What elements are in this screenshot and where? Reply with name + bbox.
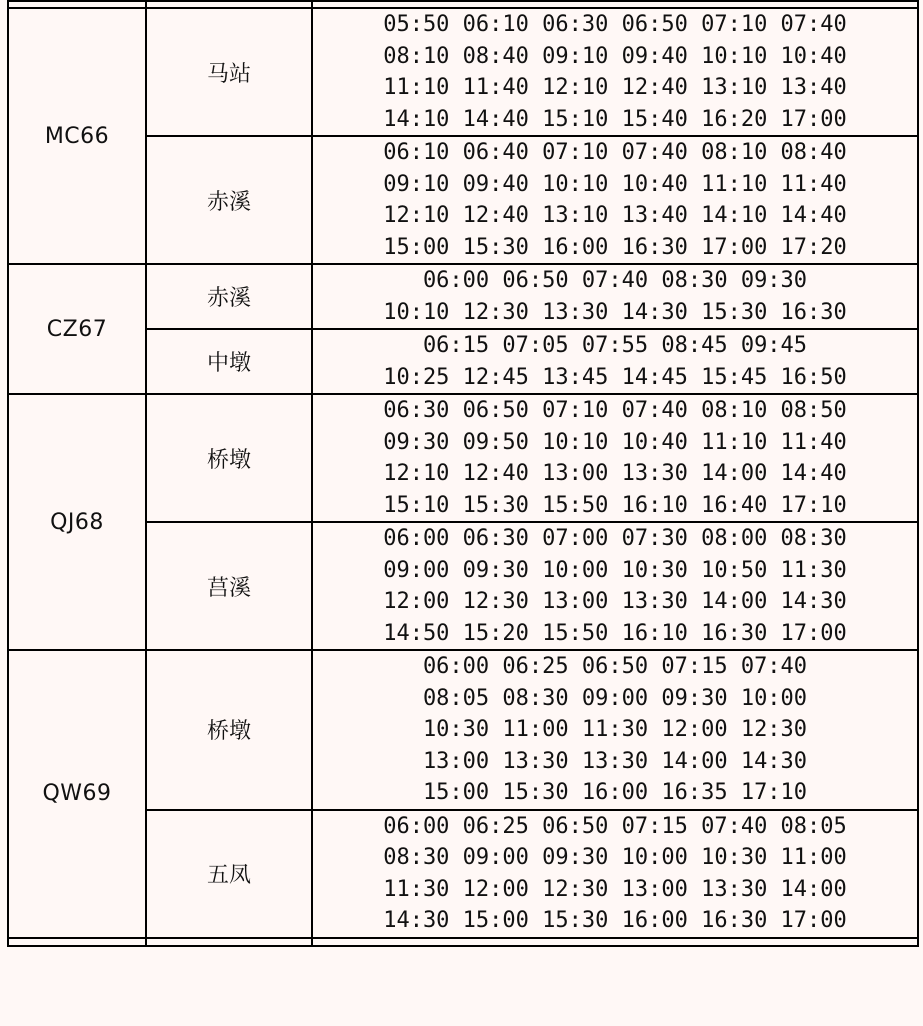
departure-times-line: 12:10 12:40 13:10 13:40 14:10 14:40 bbox=[383, 203, 847, 228]
departure-times-cell bbox=[312, 8, 918, 136]
route-code: CZ67 bbox=[46, 316, 108, 342]
table-row-partial-top bbox=[8, 1, 918, 8]
route-code: MC66 bbox=[44, 123, 110, 149]
stub-cell bbox=[8, 938, 146, 946]
route-code-cell bbox=[8, 394, 146, 650]
departure-times-line: 14:50 15:20 15:50 16:10 16:30 17:00 bbox=[383, 620, 847, 646]
table-row bbox=[8, 394, 918, 522]
departure-times-line: 09:30 09:50 10:10 10:40 11:10 11:40 bbox=[383, 429, 847, 455]
departure-times-cell bbox=[312, 810, 918, 938]
station-name: 赤溪 bbox=[206, 286, 251, 311]
stub-cell bbox=[146, 938, 312, 946]
stub-cell bbox=[312, 938, 918, 946]
bus-timetable bbox=[7, 0, 919, 947]
departure-times-line: 12:10 12:40 13:00 13:30 14:00 14:40 bbox=[383, 461, 847, 486]
departure-times-line: 15:00 15:30 16:00 16:35 17:10 bbox=[422, 780, 808, 805]
table-row bbox=[8, 264, 918, 329]
stub-cell bbox=[146, 1, 312, 8]
departure-times-line: 15:00 15:30 16:00 16:30 17:00 17:20 bbox=[383, 234, 847, 260]
departure-times-cell bbox=[312, 329, 918, 394]
station-name: 五凤 bbox=[206, 863, 251, 888]
route-code-cell bbox=[8, 264, 146, 394]
station-name: 桥墩 bbox=[206, 719, 251, 745]
station-name-cell bbox=[146, 136, 312, 264]
station-name: 莒溪 bbox=[206, 575, 251, 601]
station-name: 中墩 bbox=[206, 351, 251, 376]
departure-times-line: 06:00 06:25 06:50 07:15 07:40 bbox=[422, 654, 808, 679]
departure-times-line: 12:00 12:30 13:00 13:30 14:00 14:30 bbox=[383, 589, 847, 614]
departure-times-line: 08:10 08:40 09:10 09:40 10:10 10:40 bbox=[383, 43, 847, 69]
station-name-cell bbox=[146, 394, 312, 522]
departure-times-cell bbox=[312, 394, 918, 522]
departure-times-line: 08:05 08:30 09:00 09:30 10:00 bbox=[422, 685, 808, 711]
station-name: 桥墩 bbox=[206, 447, 251, 473]
departure-times-line: 15:10 15:30 15:50 16:10 16:40 17:10 bbox=[383, 492, 847, 518]
station-name-cell bbox=[146, 8, 312, 136]
route-code: QW69 bbox=[42, 781, 112, 807]
departure-times-line: 08:30 09:00 09:30 10:00 10:30 11:00 bbox=[383, 845, 847, 870]
departure-times-line: 10:25 12:45 13:45 14:45 15:45 16:50 bbox=[383, 364, 847, 390]
route-code-cell bbox=[8, 8, 146, 264]
station-name-cell bbox=[146, 810, 312, 938]
departure-times-line: 05:50 06:10 06:30 06:50 07:10 07:40 bbox=[383, 12, 847, 37]
station-name-cell bbox=[146, 264, 312, 329]
stub-cell bbox=[8, 1, 146, 8]
stub-cell bbox=[312, 1, 918, 8]
timetable-body bbox=[8, 1, 918, 946]
departure-times-line: 06:10 06:40 07:10 07:40 08:10 08:40 bbox=[383, 140, 847, 165]
departure-times-line: 06:00 06:50 07:40 08:30 09:30 bbox=[422, 268, 808, 293]
departure-times-cell bbox=[312, 264, 918, 329]
station-name-cell bbox=[146, 522, 312, 650]
departure-times-line: 11:30 12:00 12:30 13:00 13:30 14:00 bbox=[383, 876, 847, 902]
route-code-cell bbox=[8, 650, 146, 938]
station-name: 马站 bbox=[206, 61, 251, 87]
station-name: 赤溪 bbox=[206, 189, 251, 215]
departure-times-line: 11:10 11:40 12:10 12:40 13:10 13:40 bbox=[383, 75, 847, 100]
departure-times-cell bbox=[312, 136, 918, 264]
departure-times-line: 10:30 11:00 11:30 12:00 12:30 bbox=[422, 717, 808, 742]
departure-times-line: 10:10 12:30 13:30 14:30 15:30 16:30 bbox=[383, 299, 847, 325]
table-row bbox=[8, 8, 918, 136]
departure-times-line: 06:00 06:30 07:00 07:30 08:00 08:30 bbox=[383, 526, 847, 551]
station-name-cell bbox=[146, 329, 312, 394]
table-row-partial-bottom bbox=[8, 938, 918, 946]
departure-times-line: 06:30 06:50 07:10 07:40 08:10 08:50 bbox=[383, 398, 847, 423]
departure-times-line: 14:30 15:00 15:30 16:00 16:30 17:00 bbox=[383, 908, 847, 933]
route-code: QJ68 bbox=[50, 509, 104, 535]
table-row bbox=[8, 650, 918, 810]
departure-times-line: 06:15 07:05 07:55 08:45 09:45 bbox=[422, 333, 808, 358]
departure-times-line: 13:00 13:30 13:30 14:00 14:30 bbox=[422, 748, 808, 774]
departure-times-line: 14:10 14:40 15:10 15:40 16:20 17:00 bbox=[383, 106, 847, 132]
departure-times-line: 09:10 09:40 10:10 10:40 11:10 11:40 bbox=[383, 171, 847, 197]
station-name-cell bbox=[146, 650, 312, 810]
departure-times-cell bbox=[312, 522, 918, 650]
departure-times-line: 09:00 09:30 10:00 10:30 10:50 11:30 bbox=[383, 557, 847, 583]
departure-times-cell bbox=[312, 650, 918, 810]
departure-times-line: 06:00 06:25 06:50 07:15 07:40 08:05 bbox=[383, 813, 847, 839]
